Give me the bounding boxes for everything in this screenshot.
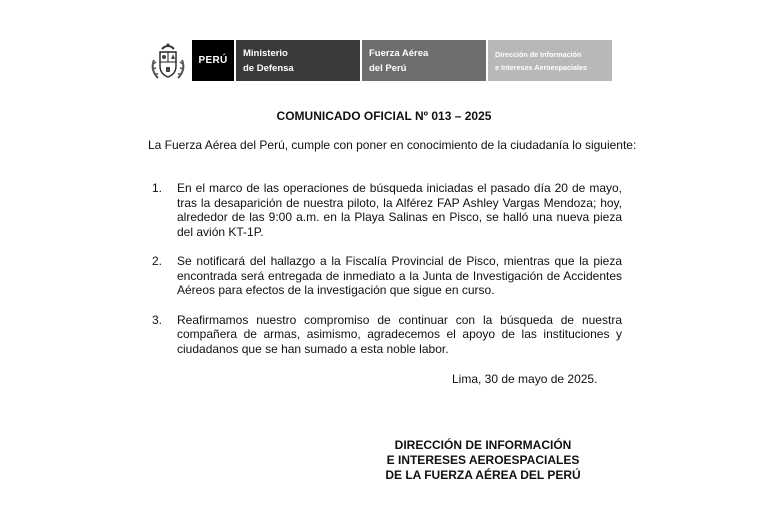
document-title: COMUNICADO OFICIAL Nº 013 – 2025 [276,109,492,123]
intro-paragraph: La Fuerza Aérea del Perú, cumple con poner en conocimiento de la ciudadanía lo siguiente: [148,138,637,152]
item-number: 1. [152,181,163,195]
country-label-text: PERÚ [198,55,228,66]
numbered-list [152,181,622,371]
air-force-line-1: Fuerza Aérea [369,47,429,59]
list-item [152,313,622,357]
signature-line-2: E INTERESES AEROESPACIALES [386,453,580,467]
ministry-line-1: Ministerio [243,47,288,59]
list-item [152,181,622,239]
signature-line-3: DE LA FUERZA AÉREA DEL PERÚ [385,468,581,482]
direction-label [488,40,612,81]
direction-line-2: e Intereses Aeroespaciales [495,62,588,72]
signature-block [370,438,596,483]
item-number: 3. [152,312,163,327]
air-force-line-2: del Perú [369,62,407,74]
item-text: Se notificará del hallazgo a la Fiscalía Provincial de Pisco, mientras que la pieza encontrada será entregada de inmediato a la Junta de Investigación de Accidentes Aéreos para efectos de la investigación que sigue en curso. [177,254,622,297]
item-number: 2. [152,254,163,268]
list-item [152,254,622,298]
item-text: En el marco de las operaciones de búsqueda iniciadas el pasado día 20 de mayo, tras la desaparición de nuestra piloto, la Alférez FAP Ashley Vargas Mendoza; hoy, alrededor de las 9:00 a.m. en la Playa Salinas en Pisco, se halló una nueva pieza del avión KT-1P. [177,181,622,239]
direction-line-1: Dirección de Información [495,49,582,59]
signature-line-1: DIRECCIÓN DE INFORMACIÓN [394,438,572,452]
country-label [192,40,234,81]
air-force-label [362,40,486,81]
peru-coat-of-arms-icon [148,40,188,81]
institutional-header [148,40,612,81]
place-date: Lima, 30 de mayo de 2025. [452,372,598,386]
ministry-line-2: de Defensa [243,62,294,74]
item-text: Reafirmamos nuestro compromiso de continuar con la búsqueda de nuestra compañera de armas, asimismo, agradecemos el apoyo de las instituciones y ciudadanos que se han sumado a esta noble labor. [177,312,622,356]
ministry-label [236,40,360,81]
